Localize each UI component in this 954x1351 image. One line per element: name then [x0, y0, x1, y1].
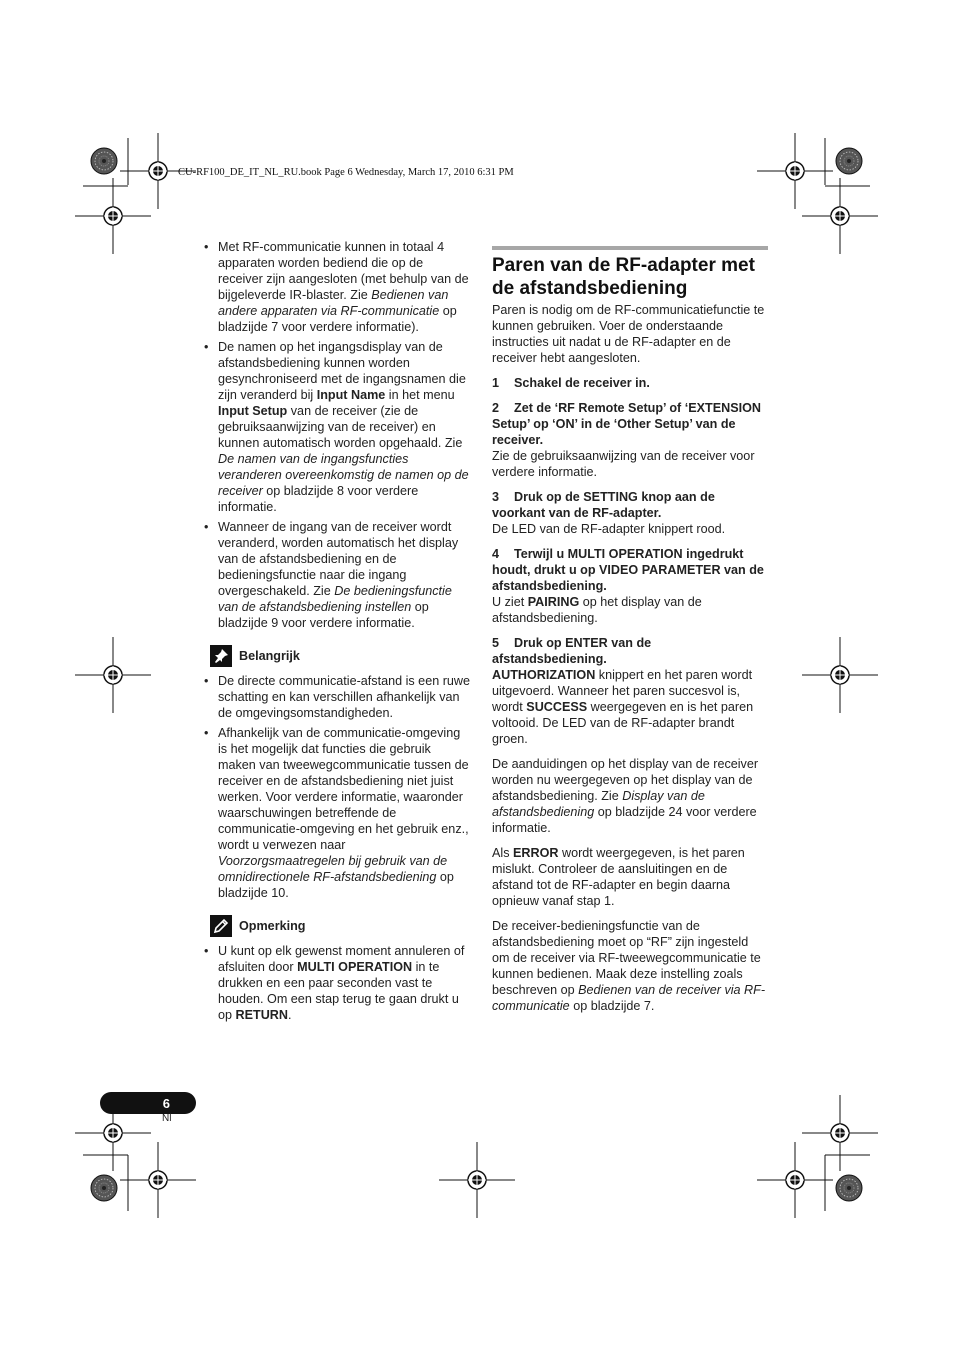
steps-list	[492, 375, 768, 747]
bullet-text	[218, 673, 470, 721]
step-heading	[492, 635, 768, 667]
bullet-list-note	[204, 943, 470, 1023]
text-run: weergegeven en is het paren voltooid. De LED van de RF-adapter brandt groen.	[492, 700, 754, 746]
step-body	[492, 521, 768, 537]
text-run: van de receiver (zie de gebruiksaanwijzing van de receiver) en kunnen automatisch worden opgehaald. Zie	[218, 404, 463, 450]
step-heading-text: Terwijl u MULTI OPERATION ingedrukt houdt, drukt u op VIDEO PARAMETER van de afstandsbediening.	[492, 547, 764, 593]
text-run: AUTHORIZATION	[492, 668, 596, 682]
step-heading-text: Schakel de receiver in.	[514, 376, 650, 390]
bullet-text	[218, 943, 470, 1023]
section-rule	[492, 246, 768, 250]
text-run: PAIRING	[527, 595, 580, 609]
text-run: in te drukken en een paar seconden vast te houden. Om een stap terug te gaan drukt u op	[218, 960, 459, 1022]
text-run: op bladzijde 9 voor verdere informatie.	[218, 600, 429, 630]
bullet-text	[218, 239, 470, 335]
text-run: Voorzorgsmaatregelen bij gebruik van de omnidirectionele RF-afstandsbediening	[218, 854, 448, 884]
bullet-text	[218, 339, 470, 515]
bullet-item	[204, 943, 470, 1023]
step-number: 5	[492, 636, 500, 650]
text-run: wordt weergegeven, is het paren mislukt. Controleer de aansluitingen en de afstand tot de RF-adapter en begin daarna opnieuw vanaf stap 1.	[492, 846, 745, 908]
intro-paragraph: Paren is nodig om de RF-communicatiefunctie te kunnen gebruiken. Voer de onderstaande instructies uit nadat u de RF-adapter en de receiver hebt aangesloten.	[492, 303, 765, 365]
text-run: op het display van de afstandsbediening.	[492, 595, 702, 625]
text-run: U ziet	[492, 595, 528, 609]
important-heading	[210, 645, 470, 667]
bullet-text	[218, 519, 470, 631]
text-run: MULTI OPERATION	[297, 960, 413, 974]
text-run: De namen op het ingangsdisplay van de afstandsbediening kunnen worden gesynchroniseerd met de ingangsnamen die zijn veranderd bij	[218, 340, 466, 402]
body-paragraph	[492, 845, 768, 909]
text-run: Bedienen van de receiver via RF-communicatie	[492, 983, 766, 1013]
step-heading	[492, 489, 768, 521]
bullet-text	[218, 725, 470, 901]
bullet-item	[204, 673, 470, 721]
text-run: Display van de afstandsbediening	[492, 789, 705, 819]
important-title: Belangrijk	[239, 649, 300, 663]
text-run: U kunt op elk gewenst moment annuleren of afsluiten door	[218, 944, 465, 974]
bullet-item	[204, 519, 470, 631]
text-run: De namen van de ingangsfuncties veranderen overeenkomstig de namen op de receiver	[218, 452, 469, 498]
step-number: 2	[492, 401, 500, 415]
pencil-icon	[210, 915, 232, 937]
right-column	[492, 246, 768, 1023]
step-body	[492, 448, 768, 480]
bullet-list-intro	[204, 239, 470, 631]
text-run: Met RF-communicatie kunnen in totaal 4 apparaten worden bediend die op de receiver zijn aangesloten (met behulp van de bijgeleverde IR-blaster. Zie	[218, 240, 469, 302]
text-run: op bladzijde 7.	[569, 999, 655, 1013]
text-run: op bladzijde 10.	[218, 870, 454, 900]
bullet-item	[204, 725, 470, 901]
step-number: 4	[492, 547, 500, 561]
step-body	[492, 594, 768, 626]
step-heading	[492, 400, 768, 448]
text-run: De bedieningsfunctie van de afstandsbediening instellen	[218, 584, 452, 614]
text-run: De aanduidingen op het display van de receiver worden nu weergegeven op het display van de afstandsbediening. Zie	[492, 757, 759, 803]
text-run: op bladzijde 24 voor verdere informatie.	[492, 805, 757, 835]
note-title: Opmerking	[239, 919, 306, 933]
text-run: Bedienen van andere apparaten via RF-communicatie	[218, 288, 449, 318]
step-heading	[492, 546, 768, 594]
step-number: 3	[492, 490, 500, 504]
text-run: SUCCESS	[526, 700, 588, 714]
text-run: in het menu	[385, 388, 455, 402]
note-heading	[210, 915, 470, 937]
language-code: Nl	[162, 1113, 172, 1124]
bullet-list-important	[204, 673, 470, 901]
bullet-item	[204, 239, 470, 335]
text-run: Als	[492, 846, 513, 860]
step-heading-text: Druk op ENTER van de afstandsbediening.	[492, 636, 652, 666]
text-run: Input Setup	[218, 404, 288, 418]
pin-icon	[210, 645, 232, 667]
step-body	[492, 667, 768, 747]
closing-paragraphs	[492, 756, 768, 1014]
text-run: .	[288, 1008, 292, 1022]
text-run: Afhankelijk van de communicatie-omgeving is het mogelijk dat functies die gebruik maken van tweewegcommunicatie tussen de receiver en de afstandsbediening niet juist werken. Voor verdere informatie, waaronder waarschuwingen betreffende de communicatie-omgeving en het gebruik enz., wordt u verwezen naar	[218, 726, 469, 852]
text-run: Input Name	[316, 388, 386, 402]
text-run: De LED van de RF-adapter knippert rood.	[492, 522, 726, 536]
step-heading-text: Druk op de SETTING knop aan de voorkant van de RF-adapter.	[492, 490, 715, 520]
body-paragraph	[492, 918, 768, 1014]
text-run: op bladzijde 8 voor verdere informatie.	[218, 484, 419, 514]
text-run: knippert en het paren wordt uitgevoerd. Wanneer het paren succesvol is, wordt	[492, 668, 753, 714]
step-heading	[492, 375, 768, 391]
step-heading-text: Zet de ‘RF Remote Setup’ of ‘EXTENSION Setup’ op ‘ON’ in de ‘Other Setup’ van de receiver.	[492, 401, 762, 447]
step-number: 1	[492, 376, 500, 390]
body-paragraph	[492, 756, 768, 836]
text-run: Wanneer de ingang van de receiver wordt veranderd, worden automatisch het display van de afstandsbediening en de bedieningsfunctie naar die ingang overgeschakeld. Zie	[218, 520, 459, 598]
text-run: De receiver-bedieningsfunctie van de afstandsbediening moet op “RF” zijn ingesteld om de receiver via RF-tweewegcommunicatie te kunnen bedienen. Maak deze instelling zoals beschreven op	[492, 919, 761, 997]
section-title: Paren van de RF-adapter met de afstandsbediening	[492, 255, 755, 299]
text-run: De directe communicatie-afstand is een ruwe schatting en kan verschillen afhankelijk van de omgevingsomstandigheden.	[218, 674, 470, 720]
text-run: op bladzijde 7 voor verdere informatie).	[218, 304, 457, 334]
text-run: ERROR	[513, 846, 559, 860]
file-info-header: CU-RF100_DE_IT_NL_RU.book Page 6 Wednesday, March 17, 2010 6:31 PM	[178, 167, 514, 178]
text-run: Zie de gebruiksaanwijzing van de receiver voor verdere informatie.	[492, 449, 755, 479]
text-run: RETURN	[235, 1008, 288, 1022]
bullet-item	[204, 339, 470, 515]
page-number-tab	[100, 1092, 196, 1114]
page-number: 6	[162, 1095, 170, 1111]
left-column	[204, 239, 470, 1027]
